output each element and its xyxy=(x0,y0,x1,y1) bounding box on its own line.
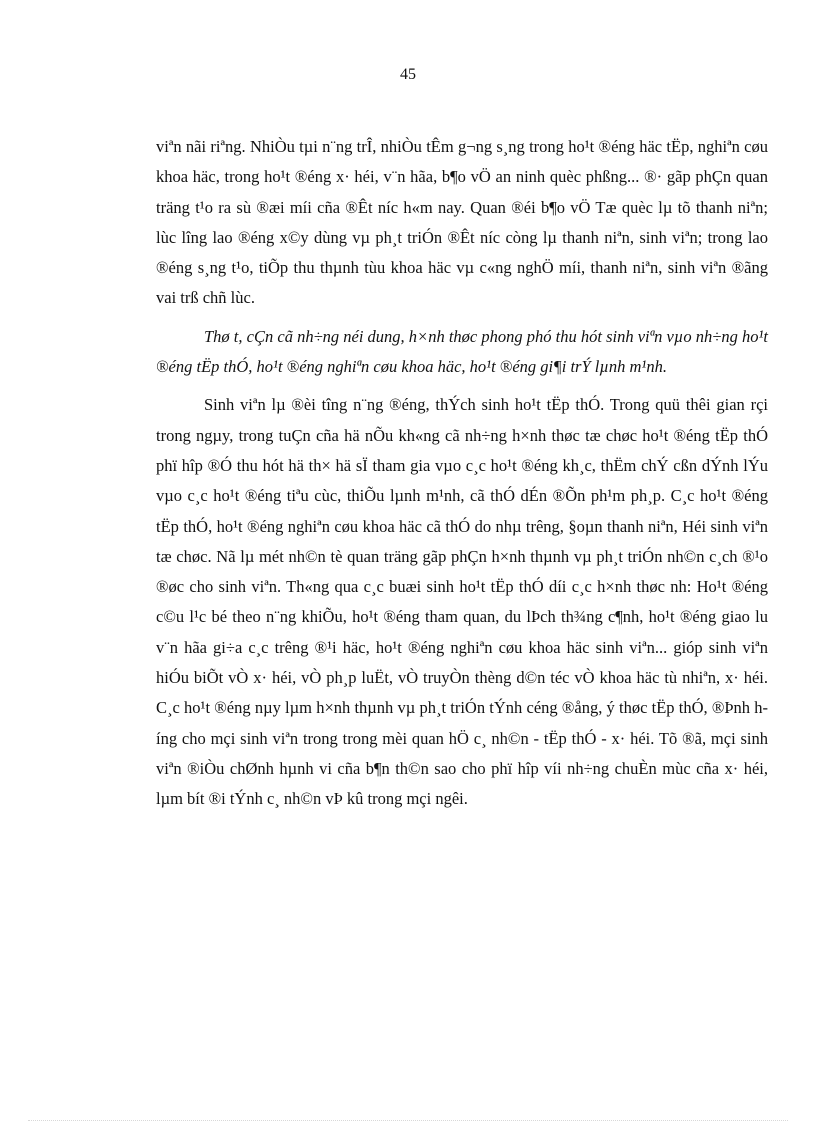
footer-divider xyxy=(28,1120,788,1121)
page-number: 45 xyxy=(400,66,416,83)
paragraph-2-italic-heading: Thø t, cÇn cã nh÷ng néi dung, h×nh thøc phong phó thu hót sinh viªn vµo nh÷ng ho¹t ®éng tËp thÓ, ho¹t ®éng nghiªn cøu khoa häc, ho¹t ®éng gi¶i trÝ lµnh m¹nh. xyxy=(156,326,768,377)
paragraph-3: Sinh viªn lµ ®èi tîng n¨ng ®éng, thÝch sinh ho¹t tËp thÓ. Trong quü thêi gian rçi trong ngµy, trong tuÇn cña hä nÕu kh«ng cã nh÷ng h×nh thøc tæ chøc ho¹t ®éng tËp thÓ phï hîp ®Ó thu hót hä th× hä sÏ tham gia vµo c¸c ho¹t ®éng kh¸c, thËm chÝ cßn dÝnh lÝu vµo c¸c ho¹t ®éng tiªu cùc, thiÕu lµnh m¹nh, cã thÓ dÉn ®Õn ph¹m ph¸p. C¸c ho¹t ®éng tËp thÓ, ho¹t ®éng nghiªn cøu khoa häc cã thÓ do nhµ trêng, §oµn thanh niªn, Héi sinh viªn tæ chøc. Nã lµ mét nh©n tè quan träng gãp phÇn h×nh thµnh vµ ph¸t triÓn nh©n c¸ch ®¹o ®øc cho sinh viªn. Th«ng qua c¸c buæi sinh ho¹t tËp thÓ díi c¸c h×nh thøc nh: Ho¹t ®éng c©u l¹c bé theo n¨ng khiÕu, ho¹t ®éng tham quan, du lÞch th¾ng c¶nh, ho¹t ®éng giao lu v¨n hãa gi÷a c¸c trêng ®¹i häc, ho¹t ®éng nghiªn cøu khoa häc sinh viªn... gióp sinh viªn hiÓu biÕt vÒ x· héi, vÒ ph¸p luËt, vÒ truyÒn thèng d©n téc vÒ khoa häc tù nhiªn, x· héi. C¸c ho¹t ®éng nµy lµm h×nh thµnh vµ ph¸t triÓn tÝnh céng ®ång, ý thøc tËp thÓ, ®Þnh híng cho mçi sinh viªn trong trong mèi quan hÖ c¸ nh©n - tËp thÓ - x· héi. Tõ ®ã, mçi sinh viªn ®iÒu chØnh hµnh vi cña b¶n th©n sao cho phï hîp víi nh÷ng chuÈn mùc cña x· héi, lµm bít ®i tÝnh c¸ nh©n vÞ kû trong mçi ngêi. xyxy=(156,395,768,809)
document-body xyxy=(156,132,768,815)
paragraph-1: viªn nãi riªng. NhiÒu tµi n¨ng trÎ, nhiÒu tÊm g¬ng s¸ng trong ho¹t ®éng häc tËp, nghiªn cøu khoa häc, trong ho¹t ®éng x· héi, v¨n hãa, b¶o vÖ an ninh quèc phßng... ®· gãp phÇn quan träng t¹o ra sù ®æi míi cña ®Êt níc h«m nay. Quan ®éi b¶o vÖ Tæ quèc lµ tõ thanh niªn; lùc lîng lao ®éng x©y dùng vµ ph¸t triÓn ®Êt níc còng lµ thanh niªn, sinh viªn; trong lao ®éng s¸ng t¹o, tiÕp thu thµnh tùu khoa häc vµ c«ng nghÖ míi, thanh niªn, sinh viªn ®ãng vai trß chñ lùc. xyxy=(156,137,768,308)
